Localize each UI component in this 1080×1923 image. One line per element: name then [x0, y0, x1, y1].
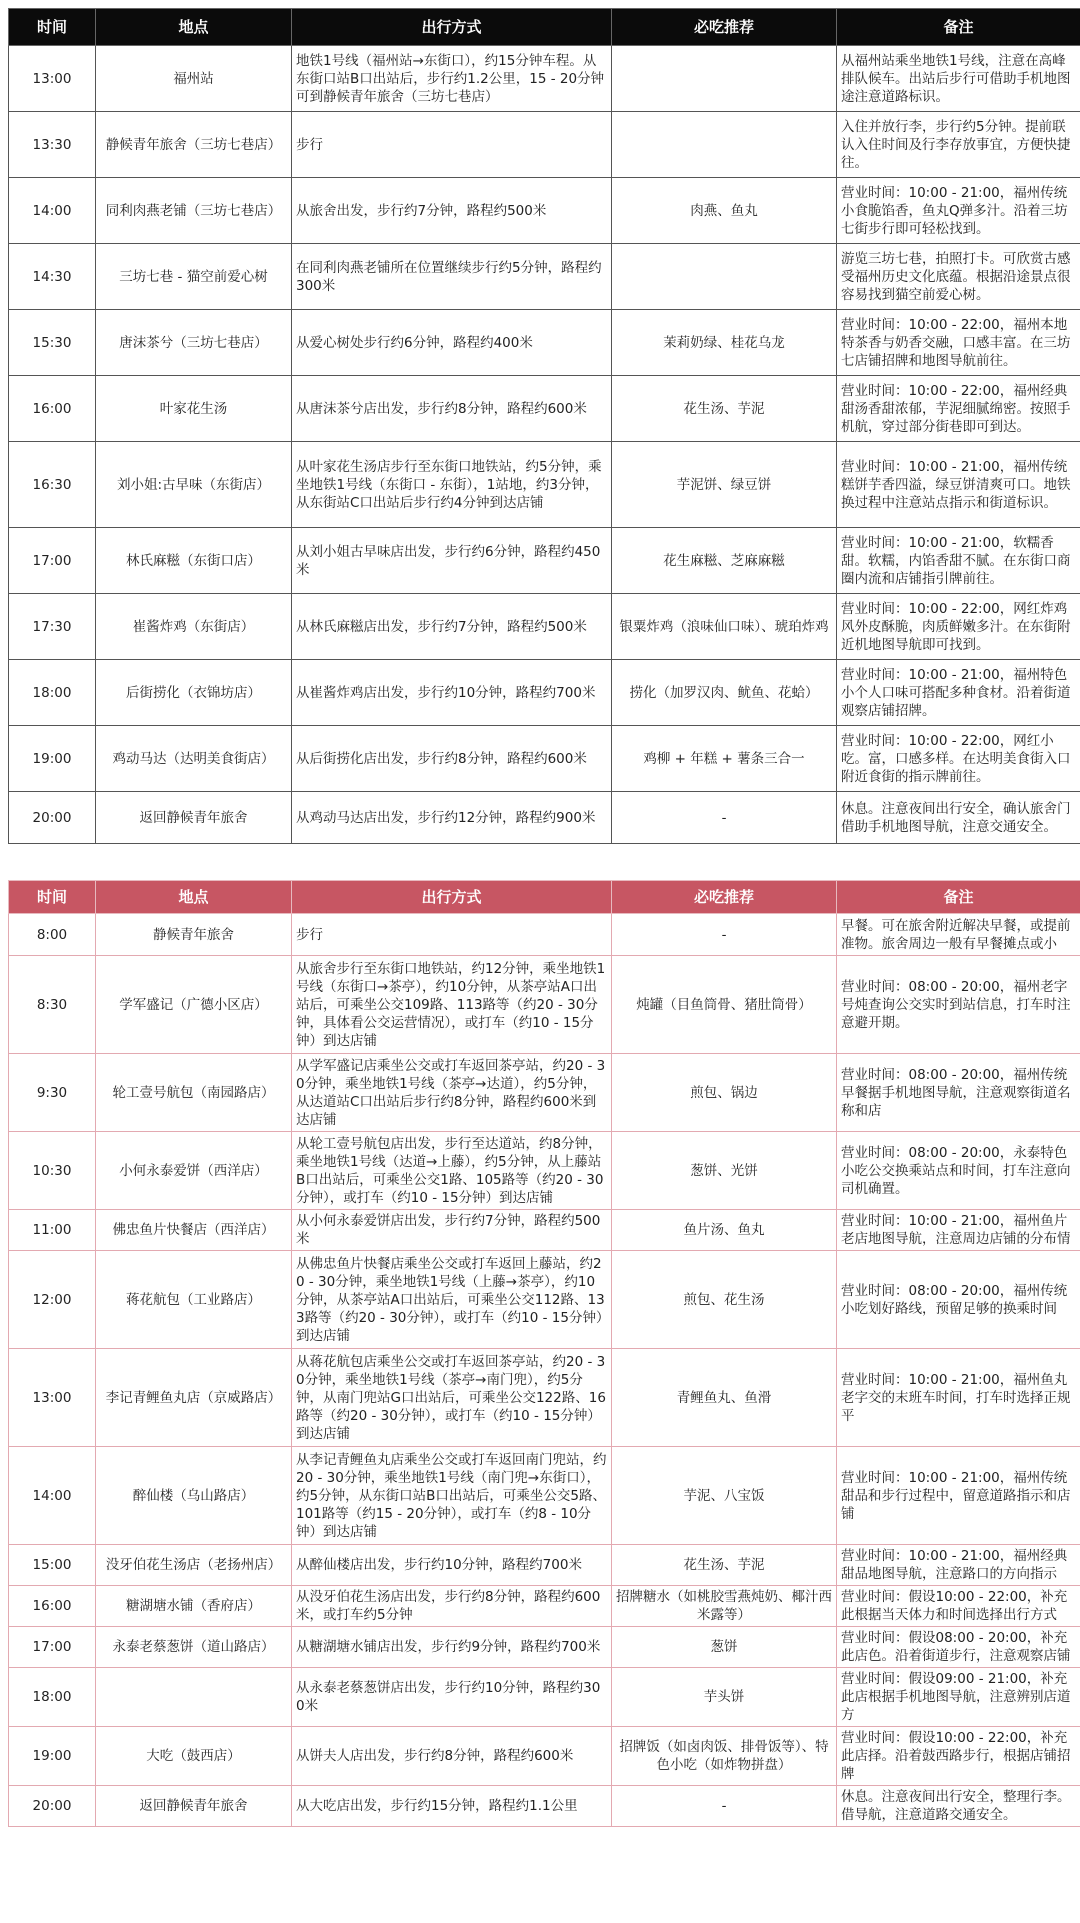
table-row — [9, 1668, 1080, 1727]
transport-cell: 从鸡动马达店出发，步行约12分钟，路程约900米 — [292, 792, 612, 844]
table-row — [9, 914, 1080, 956]
time-cell: 19:00 — [9, 726, 96, 792]
place-cell: 李记青鲤鱼丸店（京威路店） — [96, 1349, 292, 1447]
transport-cell: 在同利肉燕老铺所在位置继续步行约5分钟，路程约300米 — [292, 244, 612, 310]
time-cell: 16:00 — [9, 1586, 96, 1627]
place-cell: 轮工壹号航包（南园路店） — [96, 1054, 292, 1132]
transport-cell: 步行 — [292, 112, 612, 178]
time-cell: 20:00 — [9, 792, 96, 844]
food-cell: 煎包、花生汤 — [612, 1251, 837, 1349]
note-cell: 游览三坊七巷，拍照打卡。可欣赏古感受福州历史文化底蕴。根据沿途景点很容易找到猫空前爱心树。 — [837, 244, 1080, 310]
transport-cell: 从李记青鲤鱼丸店乘坐公交或打车返回南门兜站，约20 - 30分钟，乘坐地铁1号线（南门兜→东街口），约5分钟，从东街口站B口出站后，可乘坐公交5路、101路等（约15 - 20分钟），或打车（约8 - 10分钟）到达店铺 — [292, 1447, 612, 1545]
food-cell — [612, 244, 837, 310]
food-cell: 炖罐（目鱼筒骨、猪肚筒骨） — [612, 956, 837, 1054]
time-cell: 13:30 — [9, 112, 96, 178]
table-row — [9, 46, 1080, 112]
time-cell: 14:00 — [9, 1447, 96, 1545]
transport-cell: 从小何永泰爱饼店出发，步行约7分钟，路程约500米 — [292, 1210, 612, 1251]
food-cell: 花生汤、芋泥 — [612, 376, 837, 442]
transport-cell: 从饼夫人店出发，步行约8分钟，路程约600米 — [292, 1727, 612, 1786]
time-cell: 8:00 — [9, 914, 96, 956]
time-cell: 18:00 — [9, 660, 96, 726]
transport-cell: 从学军盛记店乘坐公交或打车返回茶亭站，约20 - 30分钟，乘坐地铁1号线（茶亭→达道），约5分钟，从达道站C口出站后步行约8分钟，路程约600米到达店铺 — [292, 1054, 612, 1132]
place-cell: 静候青年旅舍 — [96, 914, 292, 956]
time-cell: 19:00 — [9, 1727, 96, 1786]
header-transport: 出行方式 — [292, 9, 612, 46]
food-cell: 茉莉奶绿、桂花乌龙 — [612, 310, 837, 376]
header-transport: 出行方式 — [292, 881, 612, 914]
note-cell: 营业时间：10:00 - 21:00，福州传统小食脆馅香，鱼丸Q弹多汁。沿着三坊七街步行即可轻松找到。 — [837, 178, 1080, 244]
table-row — [9, 1349, 1080, 1447]
note-cell: 营业时间：假设10:00 - 22:00，补充此根据当天体力和时间选择出行方式 — [837, 1586, 1080, 1627]
header-note: 备注 — [837, 9, 1080, 46]
place-cell: 唐沫茶兮（三坊七巷店） — [96, 310, 292, 376]
note-cell: 营业时间：10:00 - 21:00，福州特色小个人口味可搭配多种食材。沿着街道观察店铺招牌。 — [837, 660, 1080, 726]
transport-cell: 从林氏麻糍店出发，步行约7分钟，路程约500米 — [292, 594, 612, 660]
time-cell: 18:00 — [9, 1668, 96, 1727]
note-cell: 休息。注意夜间出行安全，整理行李。借导航，注意道路交通安全。 — [837, 1786, 1080, 1827]
place-cell: 崔酱炸鸡（东街店） — [96, 594, 292, 660]
note-cell: 营业时间：10:00 - 21:00，福州传统糕饼芋香四溢，绿豆饼清爽可口。地铁换过程中注意站点指示和街道标识。 — [837, 442, 1080, 528]
table-header-row — [9, 881, 1080, 914]
transport-cell: 从叶家花生汤店步行至东街口地铁站，约5分钟，乘坐地铁1号线（东街口 - 东街），1站地，约3分钟，从东街站C口出站后步行约4分钟到达店铺 — [292, 442, 612, 528]
table-header-row — [9, 9, 1080, 46]
note-cell: 休息。注意夜间出行安全，确认旅舍门借助手机地图导航，注意交通安全。 — [837, 792, 1080, 844]
table-row — [9, 1545, 1080, 1586]
note-cell: 营业时间：10:00 - 22:00，网红小吃。富，口感多样。在达明美食街入口附近食街的指示牌前往。 — [837, 726, 1080, 792]
note-cell: 入住并放行李，步行约5分钟。提前联认入住时间及行李存放事宜，方便快捷往。 — [837, 112, 1080, 178]
place-cell: 没牙伯花生汤店（老扬州店） — [96, 1545, 292, 1586]
food-cell: - — [612, 914, 837, 956]
note-cell: 营业时间：10:00 - 21:00，福州鱼丸老字交的末班车时间，打车时选择正规平 — [837, 1349, 1080, 1447]
note-cell: 营业时间：10:00 - 22:00，福州本地特茶香与奶香交融，口感丰富。在三坊七店铺招牌和地图导航前往。 — [837, 310, 1080, 376]
transport-cell: 从蒋花航包店乘坐公交或打车返回茶亭站，约20 - 30分钟，乘坐地铁1号线（茶亭→南门兜），约5分钟，从南门兜站G口出站后，可乘坐公交122路、16路等（约20 - 30分钟），或打车（约10 - 15分钟）到达店铺 — [292, 1349, 612, 1447]
table-row — [9, 1210, 1080, 1251]
food-cell: 肉燕、鱼丸 — [612, 178, 837, 244]
time-cell: 17:00 — [9, 1627, 96, 1668]
transport-cell: 从旅舍出发，步行约7分钟，路程约500米 — [292, 178, 612, 244]
place-cell: 林氏麻糍（东街口店） — [96, 528, 292, 594]
time-cell: 15:00 — [9, 1545, 96, 1586]
transport-cell: 从醉仙楼店出发，步行约10分钟，路程约700米 — [292, 1545, 612, 1586]
food-cell: 葱饼、光饼 — [612, 1132, 837, 1210]
table-row — [9, 442, 1080, 528]
food-cell: 葱饼 — [612, 1627, 837, 1668]
time-cell: 11:00 — [9, 1210, 96, 1251]
note-cell: 营业时间：假设08:00 - 20:00，补充此店色。沿着街道步行，注意观察店铺 — [837, 1627, 1080, 1668]
header-note: 备注 — [837, 881, 1080, 914]
place-cell: 学军盛记（广德小区店） — [96, 956, 292, 1054]
food-cell: 青鲤鱼丸、鱼滑 — [612, 1349, 837, 1447]
header-food: 必吃推荐 — [612, 9, 837, 46]
time-cell: 15:30 — [9, 310, 96, 376]
table-row — [9, 1054, 1080, 1132]
transport-cell: 从永泰老蔡葱饼店出发，步行约10分钟，路程约300米 — [292, 1668, 612, 1727]
table-row — [9, 376, 1080, 442]
food-cell: 煎包、锅边 — [612, 1054, 837, 1132]
transport-cell: 从轮工壹号航包店出发，步行至达道站，约8分钟，乘坐地铁1号线（达道→上藤），约5分钟，从上藤站B口出站后，可乘坐公交1路、105路等（约20 - 30分钟），或打车（约10 - 15分钟）到达店铺 — [292, 1132, 612, 1210]
food-cell: 捞化（加罗汉肉、鱿鱼、花蛤） — [612, 660, 837, 726]
note-cell: 营业时间：10:00 - 21:00，软糯香甜。软糯，内馅香甜不腻。在东街口商圈内流和店铺指引牌前往。 — [837, 528, 1080, 594]
transport-cell: 步行 — [292, 914, 612, 956]
place-cell: 三坊七巷 - 猫空前爱心树 — [96, 244, 292, 310]
note-cell: 营业时间：08:00 - 20:00，福州传统早餐据手机地图导航，注意观察街道名称和店 — [837, 1054, 1080, 1132]
table-row — [9, 1251, 1080, 1349]
food-cell — [612, 46, 837, 112]
table-row — [9, 792, 1080, 844]
header-food: 必吃推荐 — [612, 881, 837, 914]
header-place: 地点 — [96, 881, 292, 914]
table-row — [9, 244, 1080, 310]
time-cell: 8:30 — [9, 956, 96, 1054]
time-cell: 17:00 — [9, 528, 96, 594]
place-cell: 叶家花生汤 — [96, 376, 292, 442]
table-row — [9, 726, 1080, 792]
place-cell: 大吃（鼓西店） — [96, 1727, 292, 1786]
itinerary-table-day2 — [8, 880, 1080, 1827]
note-cell: 营业时间：08:00 - 20:00，福州老字号炖查询公交实时到站信息，打车时注意避开期。 — [837, 956, 1080, 1054]
note-cell: 营业时间：08:00 - 20:00，永泰特色小吃公交换乘站点和时间，打车注意向司机确置。 — [837, 1132, 1080, 1210]
transport-cell: 从大吃店出发，步行约15分钟，路程约1.1公里 — [292, 1786, 612, 1827]
header-time: 时间 — [9, 9, 96, 46]
food-cell: 芋泥、八宝饭 — [612, 1447, 837, 1545]
note-cell: 从福州站乘坐地铁1号线，注意在高峰排队候车。出站后步行可借助手机地图途注意道路标识。 — [837, 46, 1080, 112]
note-cell: 早餐。可在旅舍附近解决早餐，或提前准物。旅舍周边一般有早餐摊点或小 — [837, 914, 1080, 956]
food-cell: 鸡柳 + 年糕 + 薯条三合一 — [612, 726, 837, 792]
food-cell: 招牌糖水（如桃胶雪燕炖奶、椰汁西米露等） — [612, 1586, 837, 1627]
food-cell: 花生汤、芋泥 — [612, 1545, 837, 1586]
time-cell: 12:00 — [9, 1251, 96, 1349]
transport-cell: 从唐沫茶兮店出发，步行约8分钟，路程约600米 — [292, 376, 612, 442]
place-cell — [96, 1668, 292, 1727]
table-row — [9, 660, 1080, 726]
note-cell: 营业时间：假设09:00 - 21:00，补充此店根据手机地图导航，注意辨别店道方 — [837, 1668, 1080, 1727]
place-cell: 刘小姐:古早味（东街店） — [96, 442, 292, 528]
food-cell: 招牌饭（如卤肉饭、排骨饭等）、特色小吃（如炸物拼盘） — [612, 1727, 837, 1786]
place-cell: 返回静候青年旅舍 — [96, 792, 292, 844]
header-time: 时间 — [9, 881, 96, 914]
transport-cell: 从旅舍步行至东街口地铁站，约12分钟，乘坐地铁1号线（东街口→茶亭），约10分钟，从茶亭站A口出站后，可乘坐公交109路、113路等（约20 - 30分钟，具体看公交运营情况），或打车（约10 - 15分钟）到达店铺 — [292, 956, 612, 1054]
time-cell: 13:00 — [9, 1349, 96, 1447]
table-row — [9, 1627, 1080, 1668]
table-row — [9, 1132, 1080, 1210]
transport-cell: 从糖湖塘水铺店出发，步行约9分钟，路程约700米 — [292, 1627, 612, 1668]
place-cell: 永泰老蔡葱饼（道山路店） — [96, 1627, 292, 1668]
itinerary-table-day1 — [8, 8, 1080, 844]
time-cell: 20:00 — [9, 1786, 96, 1827]
time-cell: 16:00 — [9, 376, 96, 442]
time-cell: 10:30 — [9, 1132, 96, 1210]
note-cell: 营业时间：10:00 - 22:00，网红炸鸡风外皮酥脆，肉质鲜嫩多汁。在东街附近机地图导航即可找到。 — [837, 594, 1080, 660]
food-cell: 银粟炸鸡（浪味仙口味）、琥珀炸鸡 — [612, 594, 837, 660]
table-row — [9, 178, 1080, 244]
food-cell: - — [612, 1786, 837, 1827]
note-cell: 营业时间：假设10:00 - 22:00，补充此店择。沿着鼓西路步行，根据店铺招牌 — [837, 1727, 1080, 1786]
place-cell: 蒋花航包（工业路店） — [96, 1251, 292, 1349]
place-cell: 醉仙楼（乌山路店） — [96, 1447, 292, 1545]
table-row — [9, 528, 1080, 594]
food-cell: - — [612, 792, 837, 844]
note-cell: 营业时间：10:00 - 21:00，福州经典甜品地图导航，注意路口的方向指示 — [837, 1545, 1080, 1586]
food-cell: 鱼片汤、鱼丸 — [612, 1210, 837, 1251]
table-row — [9, 1447, 1080, 1545]
note-cell: 营业时间：10:00 - 21:00，福州鱼片老店地图导航，注意周边店铺的分布情 — [837, 1210, 1080, 1251]
transport-cell: 从崔酱炸鸡店出发，步行约10分钟，路程约700米 — [292, 660, 612, 726]
table-row — [9, 310, 1080, 376]
place-cell: 福州站 — [96, 46, 292, 112]
place-cell: 后街捞化（衣锦坊店） — [96, 660, 292, 726]
time-cell: 9:30 — [9, 1054, 96, 1132]
time-cell: 14:00 — [9, 178, 96, 244]
note-cell: 营业时间：08:00 - 20:00，福州传统小吃划好路线，预留足够的换乘时间 — [837, 1251, 1080, 1349]
food-cell: 芋头饼 — [612, 1668, 837, 1727]
food-cell — [612, 112, 837, 178]
transport-cell: 从爱心树处步行约6分钟，路程约400米 — [292, 310, 612, 376]
time-cell: 17:30 — [9, 594, 96, 660]
transport-cell: 地铁1号线（福州站→东街口），约15分钟车程。从东街口站B口出站后，步行约1.2公里，15 - 20分钟可到静候青年旅舍（三坊七巷店） — [292, 46, 612, 112]
food-cell: 花生麻糍、芝麻麻糍 — [612, 528, 837, 594]
table-row — [9, 1586, 1080, 1627]
time-cell: 14:30 — [9, 244, 96, 310]
place-cell: 佛忠鱼片快餐店（西洋店） — [96, 1210, 292, 1251]
place-cell: 同利肉燕老铺（三坊七巷店） — [96, 178, 292, 244]
table-row — [9, 112, 1080, 178]
time-cell: 16:30 — [9, 442, 96, 528]
transport-cell: 从没牙伯花生汤店出发，步行约8分钟，路程约600米，或打车约5分钟 — [292, 1586, 612, 1627]
place-cell: 静候青年旅舍（三坊七巷店） — [96, 112, 292, 178]
place-cell: 返回静候青年旅舍 — [96, 1786, 292, 1827]
time-cell: 13:00 — [9, 46, 96, 112]
table-row — [9, 1786, 1080, 1827]
transport-cell: 从后街捞化店出发，步行约8分钟，路程约600米 — [292, 726, 612, 792]
note-cell: 营业时间：10:00 - 21:00，福州传统甜品和步行过程中，留意道路指示和店铺 — [837, 1447, 1080, 1545]
table-row — [9, 1727, 1080, 1786]
food-cell: 芋泥饼、绿豆饼 — [612, 442, 837, 528]
table-row — [9, 594, 1080, 660]
place-cell: 糖湖塘水铺（香府店） — [96, 1586, 292, 1627]
table-row — [9, 956, 1080, 1054]
transport-cell: 从佛忠鱼片快餐店乘坐公交或打车返回上藤站，约20 - 30分钟，乘坐地铁1号线（上藤→茶亭），约10分钟，从茶亭站A口出站后，可乘坐公交112路、133路等（约20 - 30分钟），或打车（约10 - 15分钟）到达店铺 — [292, 1251, 612, 1349]
transport-cell: 从刘小姐古早味店出发，步行约6分钟，路程约450米 — [292, 528, 612, 594]
header-place: 地点 — [96, 9, 292, 46]
note-cell: 营业时间：10:00 - 22:00，福州经典甜汤香甜浓郁，芋泥细腻绵密。按照手机航，穿过部分街巷即可到达。 — [837, 376, 1080, 442]
place-cell: 鸡动马达（达明美食街店） — [96, 726, 292, 792]
place-cell: 小何永泰爱饼（西洋店） — [96, 1132, 292, 1210]
